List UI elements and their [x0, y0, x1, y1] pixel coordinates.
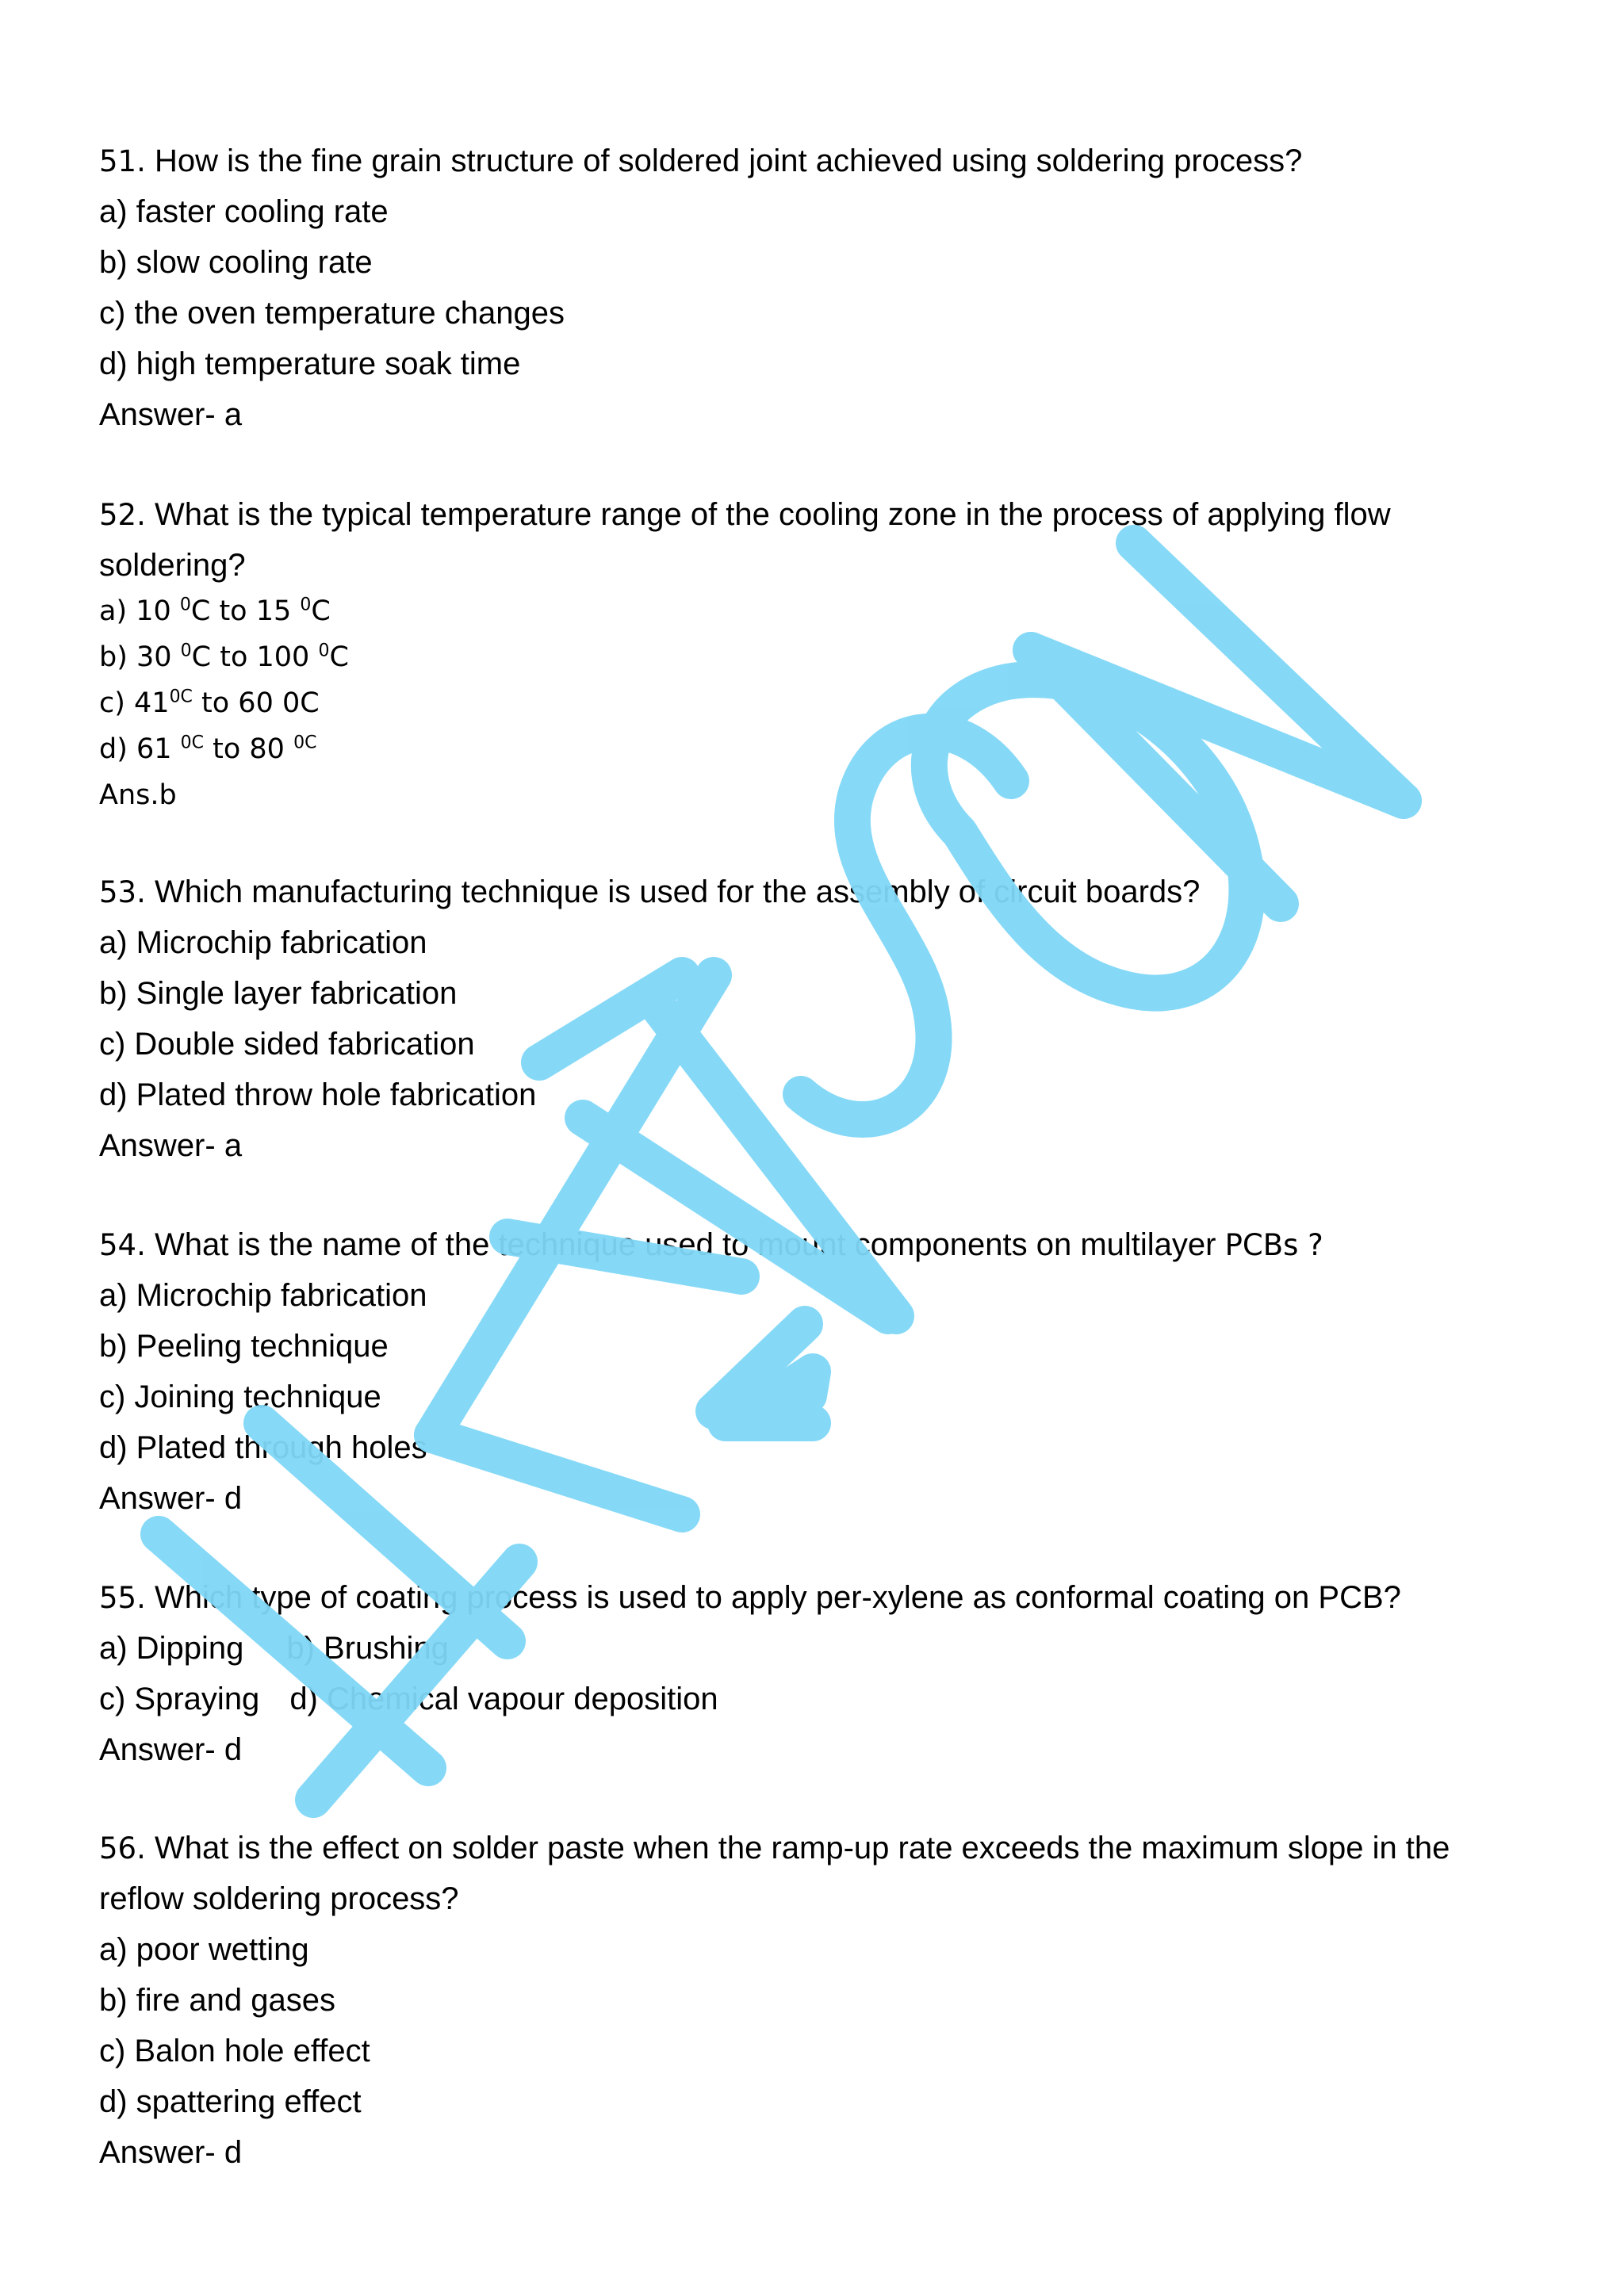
question-55-options-cd [99, 1674, 718, 1724]
question-51-option-d: d) high temperature soak time [99, 346, 521, 381]
question-56-answer: Answer- d [99, 2135, 243, 2170]
question-55-option-b: b) Brushing [286, 1631, 449, 1666]
question-54-text: 54. What is the name of the technique used to mount components on multilayer PCBs ? [99, 1227, 1323, 1262]
question-number: 53. [99, 875, 146, 909]
question-55-options-ab [99, 1623, 449, 1674]
question-54-option-a: a) Microchip fabrication [99, 1278, 427, 1313]
question-51-text [99, 136, 1302, 187]
question-55-option-a: a) Dipping [99, 1631, 244, 1666]
question-52-option-a: a) 10 $^0$C to 15 $^0$C [99, 595, 331, 627]
question-number: 56. [99, 1831, 146, 1866]
question-number: 54. [99, 1228, 146, 1262]
question-number: 52. [99, 498, 146, 532]
question-52-answer: Ans.b [99, 779, 177, 811]
question-stem: What is the effect on solder paste when the ramp-up rate exceeds the maximum slope in the [145, 1831, 1450, 1866]
question-54-answer: Answer- d [99, 1481, 243, 1516]
question-51-answer: Answer- a [99, 397, 243, 432]
question-56-text [99, 1823, 1450, 1874]
question-53-option-d: d) Plated throw hole fabrication [99, 1077, 537, 1112]
question-54-option-d: d) Plated through holes [99, 1430, 427, 1465]
question-54-option-c: c) Joining technique [99, 1380, 381, 1414]
question-51-option-a: a) faster cooling rate [99, 194, 389, 229]
question-53-option-a: a) Microchip fabrication [99, 925, 427, 960]
question-52-option-d: d) 61 $^{0C}$ to 80 $^{0C}$ [99, 733, 317, 765]
question-53-option-c: c) Double sided fabrication [99, 1027, 475, 1062]
question-55-option-c: c) Spraying [99, 1682, 260, 1716]
question-number: 55. [99, 1581, 146, 1615]
question-56-option-d: d) spattering effect [99, 2084, 362, 2119]
question-56-option-a: a) poor wetting [99, 1932, 309, 1967]
question-51-option-c: c) the oven temperature changes [99, 296, 565, 331]
question-56-option-b: b) fire and gases [99, 1983, 335, 2018]
question-55-text [99, 1572, 1401, 1624]
question-52-option-b: b) 30 $^0$C to 100 $^0$C [99, 641, 349, 673]
question-54-option-b: b) Peeling technique [99, 1329, 389, 1364]
question-53-option-b: b) Single layer fabrication [99, 976, 458, 1011]
question-number: 51. [99, 144, 146, 178]
question-52-text-continued: soldering? [99, 548, 246, 583]
question-56-option-c: c) Balon hole effect [99, 2034, 370, 2068]
question-56-text-continued: reflow soldering process? [99, 1881, 459, 1916]
question-52-text [99, 489, 1391, 541]
question-53-text [99, 867, 1200, 918]
question-stem: Which manufacturing technique is used for the assembly of circuit boards? [145, 874, 1201, 909]
question-52-option-c: c) $41^{0C}$ to 60 0C [99, 687, 320, 719]
question-stem: Which type of coating process is used to apply per-xylene as conformal coating on PCB? [145, 1580, 1401, 1615]
question-stem: How is the fine grain structure of soldered joint achieved using soldering process? [145, 144, 1303, 178]
question-53-answer: Answer- a [99, 1128, 243, 1163]
question-stem: What is the name of the technique used to mount components on multilayer [145, 1227, 1225, 1262]
question-51-option-b: b) slow cooling rate [99, 245, 373, 280]
question-55-option-d: d) Chemical vapour deposition [289, 1682, 718, 1716]
question-55-answer: Answer- d [99, 1732, 243, 1767]
question-stem: What is the typical temperature range of the cooling zone in the process of applying flow [145, 497, 1391, 532]
